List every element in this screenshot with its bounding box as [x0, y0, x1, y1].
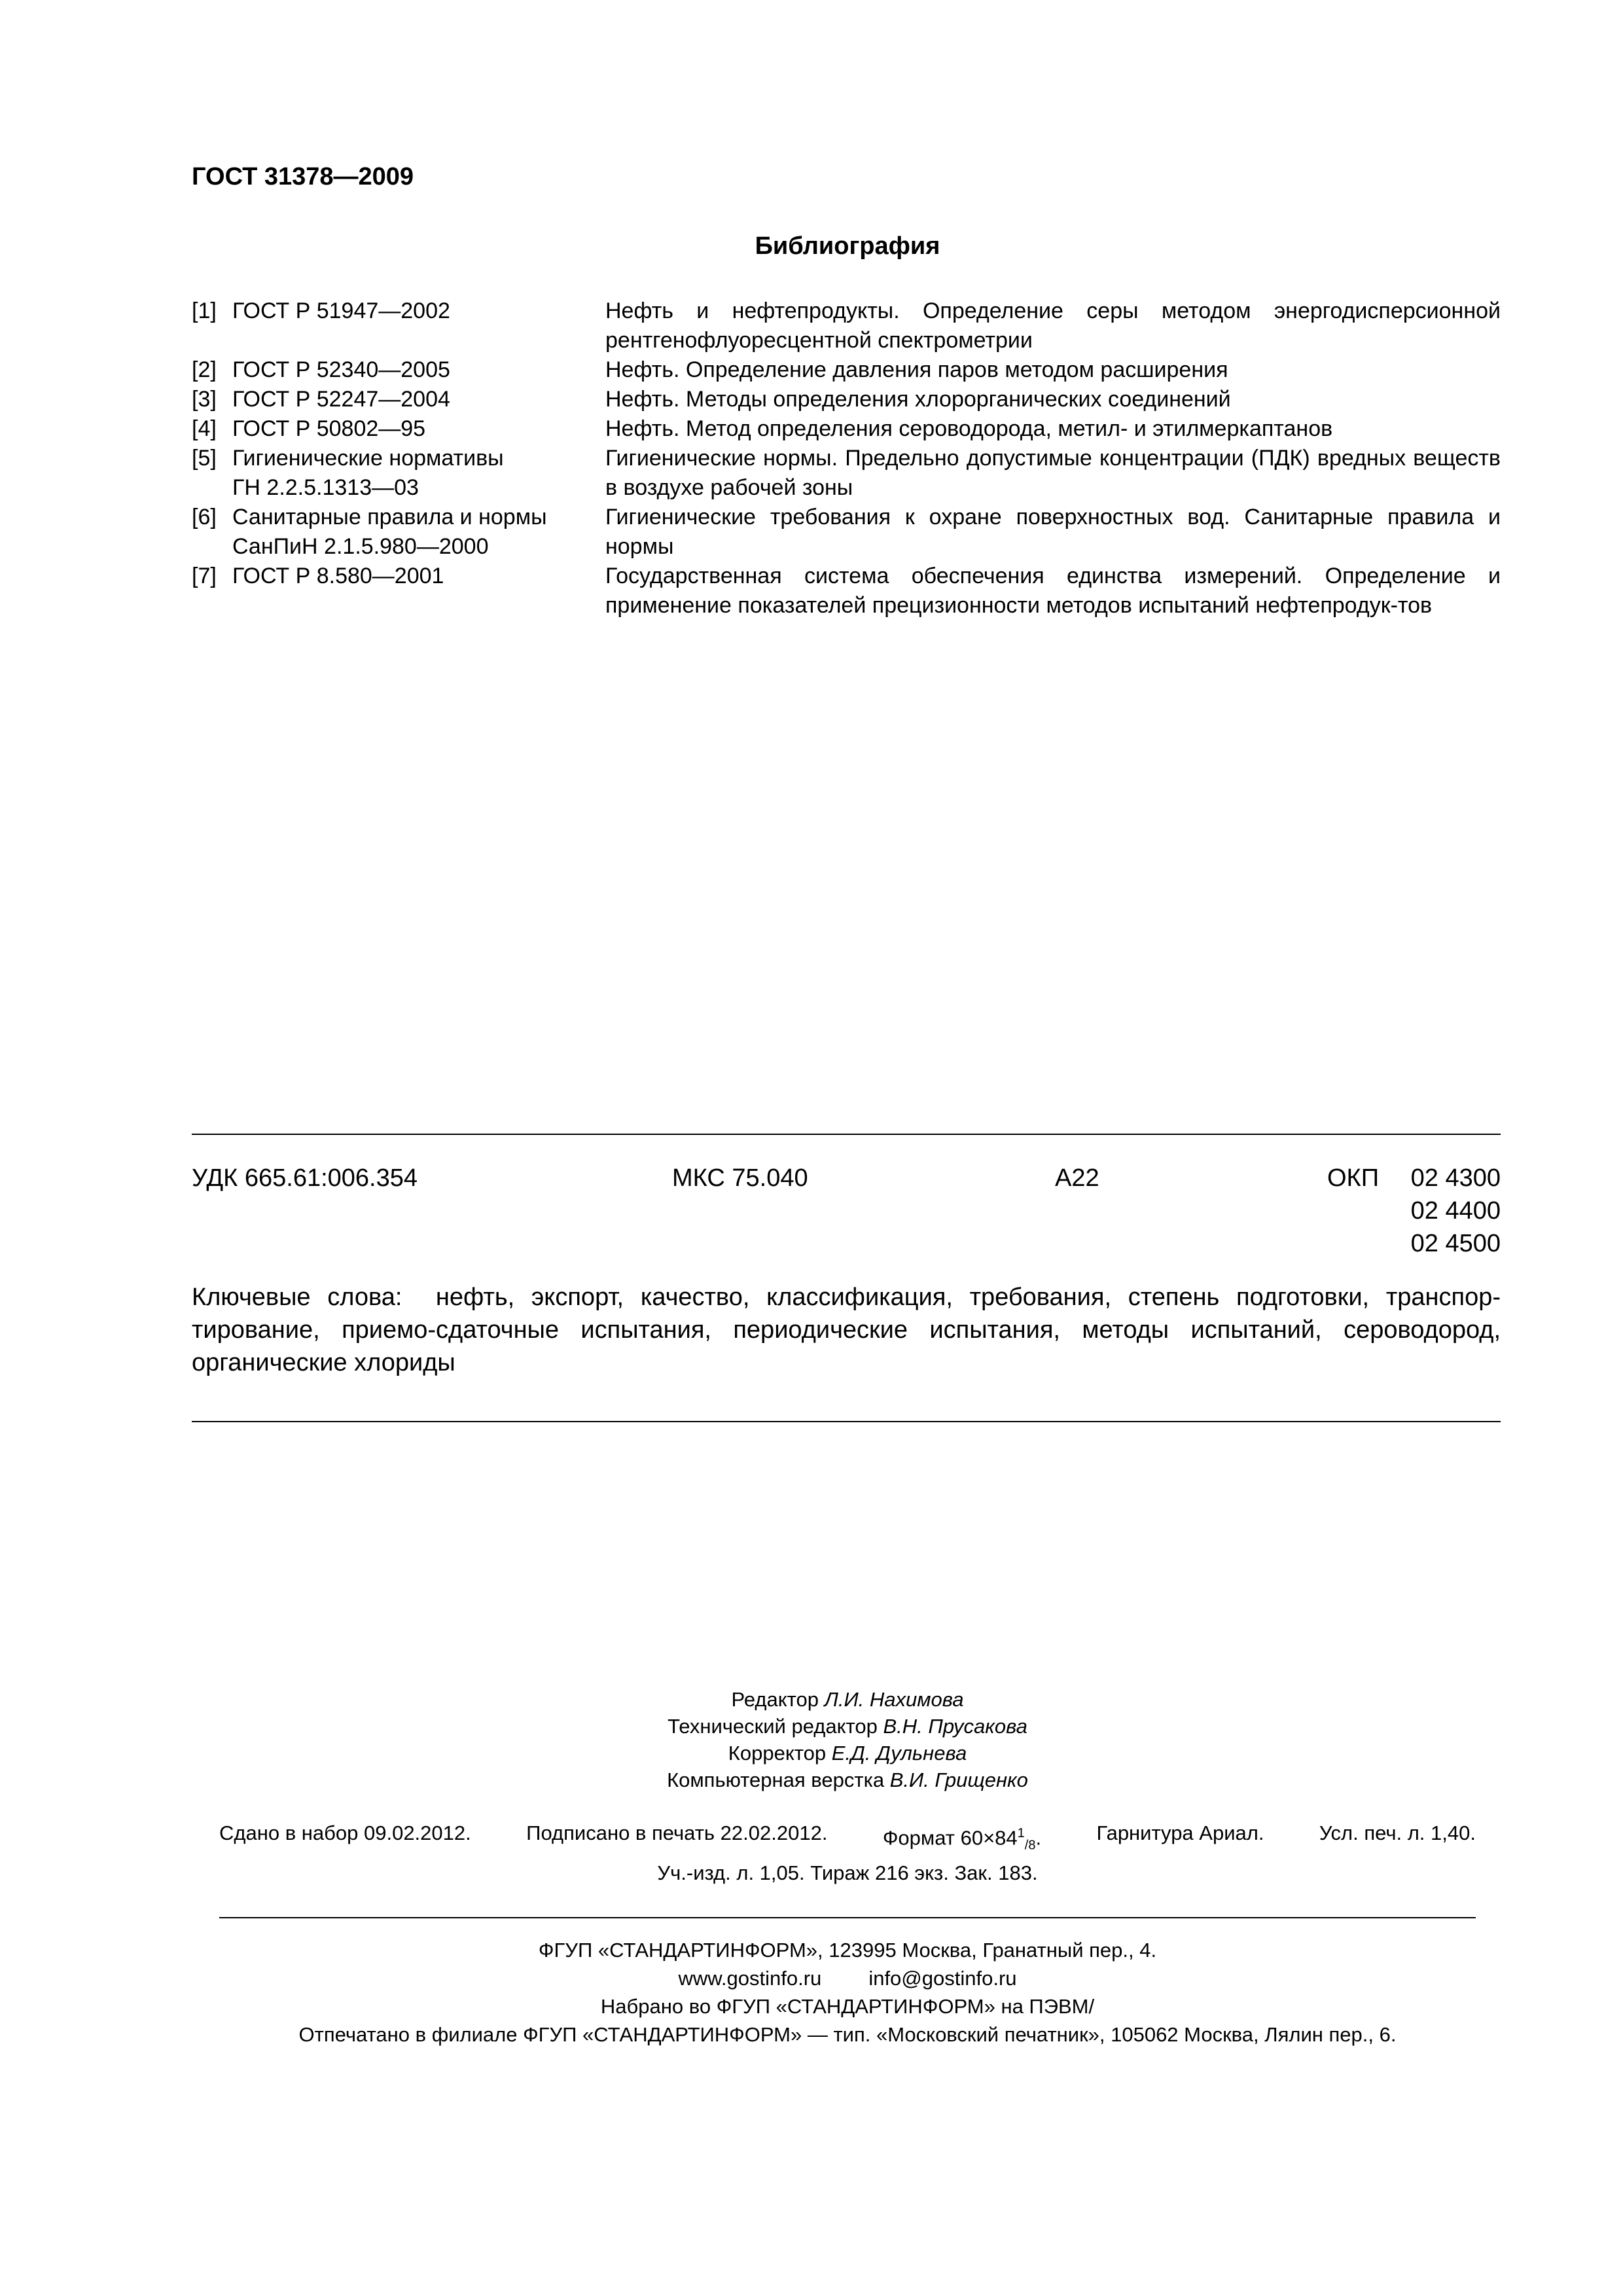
print-font: Гарнитура Ариал.: [1096, 1821, 1264, 1844]
credit-person: Л.И. Нахимова: [824, 1688, 964, 1711]
section-title: Библиография: [755, 232, 940, 260]
credit-label: Корректор: [728, 1742, 827, 1765]
credit-label: Технический редактор: [668, 1715, 878, 1738]
bibliography-number: [1]: [192, 298, 217, 323]
format-label: Формат 60×84: [882, 1826, 1018, 1850]
publisher-typeset: Набрано во ФГУП «СТАНДАРТИНФОРМ» на ПЭВМ/: [600, 1995, 1095, 2018]
bibliography-reference: [232, 296, 605, 355]
bibliography-reference: [232, 355, 605, 385]
print-sheets: Усл. печ. л. 1,40.: [1319, 1821, 1476, 1844]
bibliography-description: Гигиенические требования к охране поверхностных вод. Санитарные правила и нормы: [605, 505, 1501, 559]
bibliography-reference: [232, 414, 605, 444]
divider: [192, 1134, 1501, 1135]
bibliography-reference: [232, 385, 605, 414]
print-info: [219, 1820, 1476, 1887]
bibliography-number: [2]: [192, 357, 217, 382]
print-info-row: [219, 1820, 1476, 1859]
okp-codes: [1381, 1162, 1501, 1260]
bibliography-item: [192, 355, 1501, 385]
keywords-text: нефть, экспорт, качество, классификация, требования, степень подготовки, транспор-тирование, приемо-сдаточные испытания, периодические испытания, методы испытаний, сероводород, органические хлориды: [192, 1283, 1501, 1376]
submitted-date: Сдано в набор 09.02.2012.: [219, 1821, 471, 1844]
okp-label: ОКП: [1327, 1164, 1380, 1192]
bibliography-description: Нефть. Метод определения сероводорода, метил- и этилмеркаптанов: [605, 416, 1333, 441]
bibliography-description: Нефть. Методы определения хлорорганических соединений: [605, 387, 1231, 412]
reference-line: Гигиенические нормативы: [232, 446, 504, 471]
group-code: А22: [1055, 1164, 1099, 1192]
bibliography-number: [4]: [192, 416, 217, 441]
credit-corrector: [0, 1740, 1623, 1767]
bibliography-number: [3]: [192, 387, 217, 412]
bibliography-list: [192, 296, 1501, 620]
keywords-label: Ключевые слова:: [192, 1283, 402, 1311]
publisher-info: [0, 1936, 1623, 2049]
mks-code: МКС 75.040: [672, 1164, 808, 1192]
bibliography-reference: [232, 444, 605, 503]
reference-line: ГОСТ Р 51947—2002: [232, 298, 450, 323]
credits: [0, 1686, 1623, 1793]
reference-line: ГОСТ Р 8.580—2001: [232, 564, 444, 588]
credit-person: Е.Д. Дульнева: [831, 1742, 967, 1765]
bibliography-number: [5]: [192, 446, 217, 471]
bibliography-number: [7]: [192, 564, 217, 588]
signed-date: Подписано в печать 22.02.2012.: [526, 1821, 828, 1844]
print-format: Формат $60\times 84^1_{/8}$.: [882, 1826, 1042, 1853]
format-denominator: /8: [1024, 1838, 1036, 1853]
bibliography-reference: [232, 503, 605, 562]
udk-code: УДК 665.61:006.354: [192, 1164, 418, 1192]
bibliography-description: Гигиенические нормы. Предельно допустимые концентрации (ПДК) вредных веществ в воздухе рабочей зоны: [605, 446, 1501, 500]
bibliography-item: [192, 414, 1501, 444]
okp-code: 02 4300: [1410, 1164, 1501, 1192]
okp-code: 02 4500: [1410, 1230, 1501, 1257]
bibliography-description: Нефть. Определение давления паров методом расширения: [605, 357, 1228, 382]
publisher-email[interactable]: info@gostinfo.ru: [868, 1967, 1017, 1990]
bibliography-item: [192, 503, 1501, 562]
credit-label: Компьютерная верстка: [667, 1768, 885, 1791]
reference-line: ГН 2.2.5.1313—03: [232, 475, 419, 500]
reference-line: СанПиН 2.1.5.980—2000: [232, 534, 489, 559]
credit-layout: [0, 1767, 1623, 1793]
print-info-line2: Уч.-изд. л. 1,05. Тираж 216 экз. Зак. 183.: [657, 1861, 1038, 1884]
bibliography-reference: [232, 562, 605, 620]
credit-editor: [0, 1686, 1623, 1713]
divider: [192, 1421, 1501, 1422]
reference-line: ГОСТ Р 50802—95: [232, 416, 426, 441]
reference-line: ГОСТ Р 52340—2005: [232, 357, 450, 382]
reference-line: ГОСТ Р 52247—2004: [232, 387, 450, 412]
credit-person: В.И. Грищенко: [889, 1768, 1028, 1791]
bibliography-description: Государственная система обеспечения единства измерений. Определение и применение показателей прецизионности методов испытаний нефтепродук-тов: [605, 564, 1501, 618]
divider: [219, 1917, 1476, 1918]
bibliography-item: [192, 444, 1501, 503]
format-numerator: 1: [1017, 1826, 1025, 1840]
document-code: ГОСТ 31378—2009: [192, 163, 414, 190]
reference-line: Санитарные правила и нормы: [232, 505, 547, 529]
credit-label: Редактор: [731, 1688, 819, 1711]
keywords: [192, 1281, 1501, 1379]
bibliography-number: [6]: [192, 505, 217, 529]
bibliography-item: [192, 562, 1501, 620]
publisher-website[interactable]: www.gostinfo.ru: [678, 1967, 822, 1990]
bibliography-description: Нефть и нефтепродукты. Определение серы методом энергодисперсионной рентгенофлуоресцентной спектрометрии: [605, 298, 1501, 353]
publisher-printed: Отпечатано в филиале ФГУП «СТАНДАРТИНФОРМ» — тип. «Московский печатник», 105062 Москва, Лялин пер., 6.: [298, 2023, 1397, 2046]
bibliography-item: [192, 296, 1501, 355]
credit-person: В.Н. Прусакова: [883, 1715, 1027, 1738]
credit-tech-editor: [0, 1713, 1623, 1740]
bibliography-item: [192, 385, 1501, 414]
publisher-address: ФГУП «СТАНДАРТИНФОРМ», 123995 Москва, Гранатный пер., 4.: [538, 1939, 1157, 1962]
publisher-links: [0, 1964, 1623, 1992]
okp-code: 02 4400: [1410, 1197, 1501, 1225]
